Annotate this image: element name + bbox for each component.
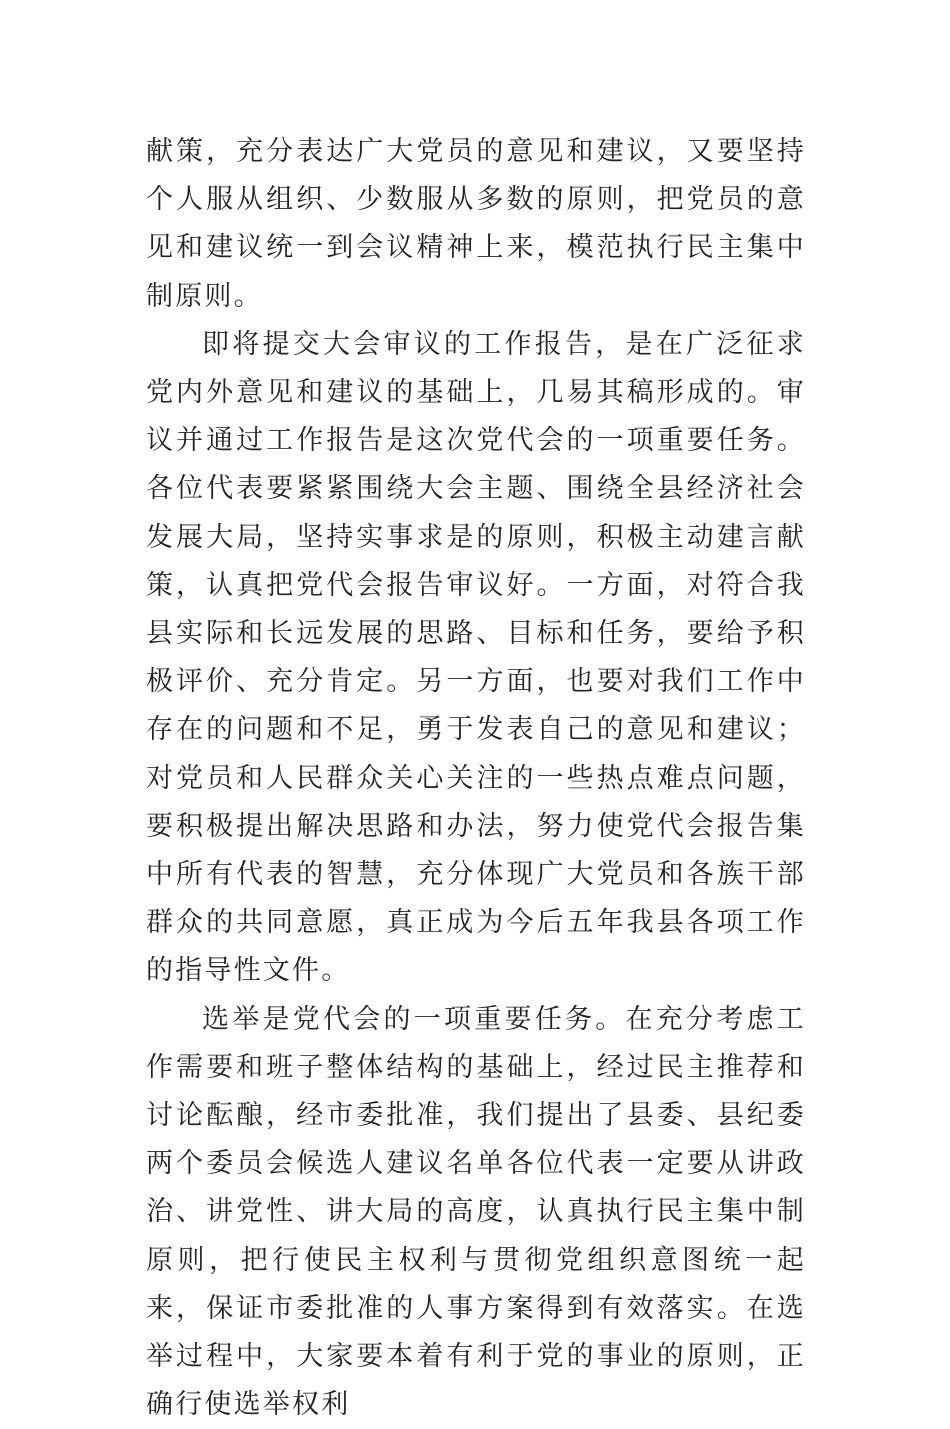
paragraph-work-report: 即将提交大会审议的工作报告，是在广泛征求党内外意见和建议的基础上，几易其稿形成的。审议并通过工作报告是这次党代会的一项重要任务。各位代表要紧紧围绕大会主题、围绕全县经济社会发展大局，坚持实事求是的原则，积极主动建言献策，认真把党代会报告审议好。一方面，对符合我县实际和长远发展的思路、目标和任务，要给予积极评价、充分肯定。另一方面，也要对我们工作中存在的问题和不足，勇于发表自己的意见和建议；对党员和人民群众关心关注的一些热点难点问题，要积极提出解决思路和办法，努力使党代会报告集中所有代表的智慧，充分体现广大党员和各族干部群众的共同意愿，真正成为今后五年我县各项工作的指导性文件。	[146, 328, 806, 987]
paragraph-election: 选举是党代会的一项重要任务。在充分考虑工作需要和班子整体结构的基础上，经过民主推荐和讨论酝酿，经市委批准，我们提出了县委、县纪委两个委员会候选人建议名单各位代表一定要从讲政治、讲党性、讲大局的高度，认真执行民主集中制原则，把行使民主权利与贯彻党组织意图统一起来，保证市委批准的人事方案得到有效落实。在选举过程中，大家要本着有利于党的事业的原则，正确行使选举权利	[146, 1003, 806, 1421]
document-page	[146, 128, 806, 1429]
paragraph-continuation: 献策，充分表达广大党员的意见和建议，又要坚持个人服从组织、少数服从多数的原则，把党员的意见和建议统一到会议精神上来，模范执行民主集中制原则。	[146, 136, 806, 312]
